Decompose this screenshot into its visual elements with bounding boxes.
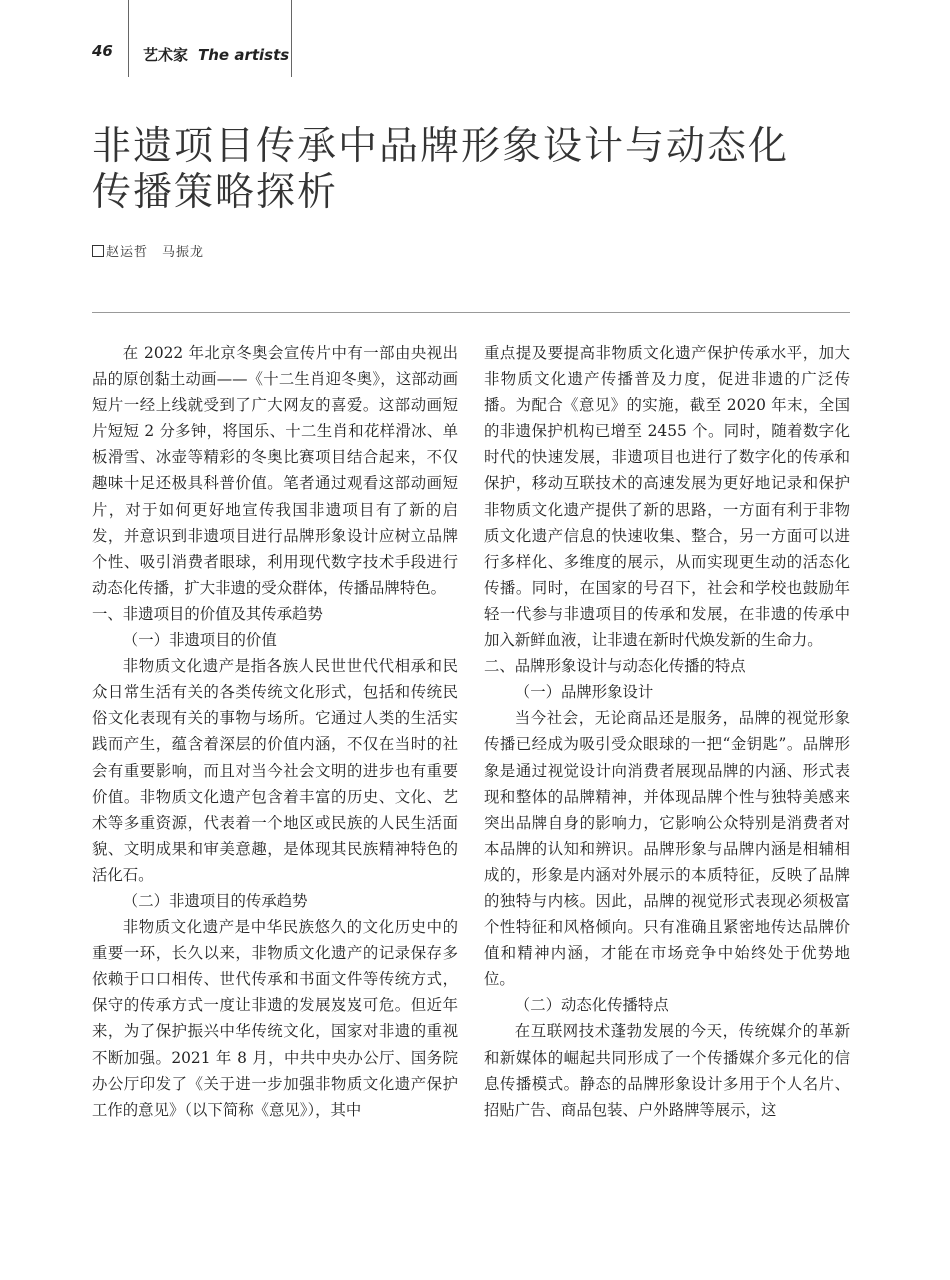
title-line-2: 传播策略探析 [92, 170, 339, 215]
paragraph: 当今社会，无论商品还是服务，品牌的视觉形象传播已经成为吸引受众眼球的一把“金钥匙”。品牌形象是通过视觉设计向消费者展现品牌的内涵、形式表现和整体的品牌精神，并体现品牌个性与独特美感来突出品牌自身的影响力，它影响公众特别是消费者对本品牌的认知和辨识。品牌形象与品牌内涵是相辅相成的，形象是内涵对外展示的本质特征，反映了品牌的独特与内核。因此，品牌的视觉形式表现必须极富个性特征和风格倾向。只有准确且紧密地传达品牌价值和精神内涵，才能在市场竞争中始终处于优势地位。 [484, 709, 850, 989]
author-1: 赵运哲 [106, 245, 149, 260]
journal-name-en: The artists [198, 46, 290, 64]
section-heading-1: 一、非遗项目的价值及其传承趋势 [92, 604, 323, 623]
title-line-1: 非遗项目传承中品牌形象设计与动态化 [92, 124, 790, 169]
paragraph: 在互联网技术蓬勃发展的今天，传统媒介的革新和新媒体的崛起共同形成了一个传播媒介多元化的信息传播模式。静态的品牌形象设计多用于个人名片、招贴广告、商品包装、户外路牌等展示，这 [484, 1022, 850, 1119]
journal-name-cn: 艺术家 [143, 46, 189, 64]
author-box-icon [92, 245, 104, 257]
article-title [92, 124, 852, 216]
subsection-heading-1-1: （一）非遗项目的价值 [122, 631, 277, 650]
subsection-heading-2-1: （一）品牌形象设计 [514, 683, 654, 702]
subsection-heading-1-2: （二）非遗项目的传承趋势 [122, 891, 308, 910]
title-divider [92, 312, 850, 313]
author-line [92, 241, 204, 260]
header-divider-right [291, 0, 292, 77]
subsection-heading-2-2: （二）动态化传播特点 [514, 996, 669, 1015]
right-column [484, 340, 850, 1123]
journal-name [143, 44, 289, 65]
author-2: 马振龙 [162, 245, 205, 260]
paragraph-continued: 重点提及要提高非物质文化遗产保护传承水平，加大非物质文化遗产传播普及力度，促进非遗的广泛传播。为配合《意见》的实施，截至 2020 年末，全国的非遗保护机构已增至 2455 个。同时，随着数字化时代的快速发展，非遗项目也进行了数字化的传承和保护，移动互联技术的高速发展为更好地记录和保护非物质文化遗产提供了新的思路，一方面有利于非物质文化遗产信息的快速收集、整合，另一方面可以进行多样化、多维度的展示，从而实现更生动的活态化传播。同时，在国家的号召下，社会和学校也鼓励年轻一代参与非遗项目的传承和发展，在非遗的传承中加入新鲜血液，让非遗在新时代焕发新的生命力。 [484, 344, 850, 650]
left-column [92, 340, 458, 1123]
paragraph: 非物质文化遗产是中华民族悠久的文化历史中的重要一环，长久以来，非物质文化遗产的记录保存多依赖于口口相传、世代传承和书面文件等传统方式，保守的传承方式一度让非遗的发展岌岌可危。但近年来，为了保护振兴中华传统文化，国家对非遗的重视不断加强。2021 年 8 月，中共中央办公厅、国务院办公厅印发了《关于进一步加强非物质文化遗产保护工作的意见》（以下简称《意见》），其中 [92, 918, 458, 1119]
header-divider-left [128, 0, 129, 77]
paragraph: 在 2022 年北京冬奥会宣传片中有一部由央视出品的原创黏土动画——《十二生肖迎冬奥》，这部动画短片一经上线就受到了广大网友的喜爱。这部动画短片短短 2 分多钟，将国乐、十二生肖和花样滑冰、单板滑雪、冰壶等精彩的冬奥比赛项目结合起来，不仅趣味十足还极具科普价值。笔者通过观看这部动画短片，对于如何更好地宣传我国非遗项目有了新的启发，并意识到非遗项目进行品牌形象设计应树立品牌个性、吸引消费者眼球，利用现代数字技术手段进行动态化传播，扩大非遗的受众群体，传播品牌特色。 [92, 344, 458, 597]
page-number: 46 [92, 42, 113, 60]
section-heading-2: 二、品牌形象设计与动态化传播的特点 [484, 657, 746, 676]
paragraph: 非物质文化遗产是指各族人民世世代代相承和民众日常生活有关的各类传统文化形式，包括和传统民俗文化表现有关的事物与场所。它通过人类的生活实践而产生，蕴含着深层的价值内涵，不仅在当时的社会有重要影响，而且对当今社会文明的进步也有重要价值。非物质文化遗产包含着丰富的历史、文化、艺术等多重资源，代表着一个地区或民族的人民生活面貌、文明成果和审美意趣，是体现其民族精神特色的活化石。 [92, 657, 458, 884]
